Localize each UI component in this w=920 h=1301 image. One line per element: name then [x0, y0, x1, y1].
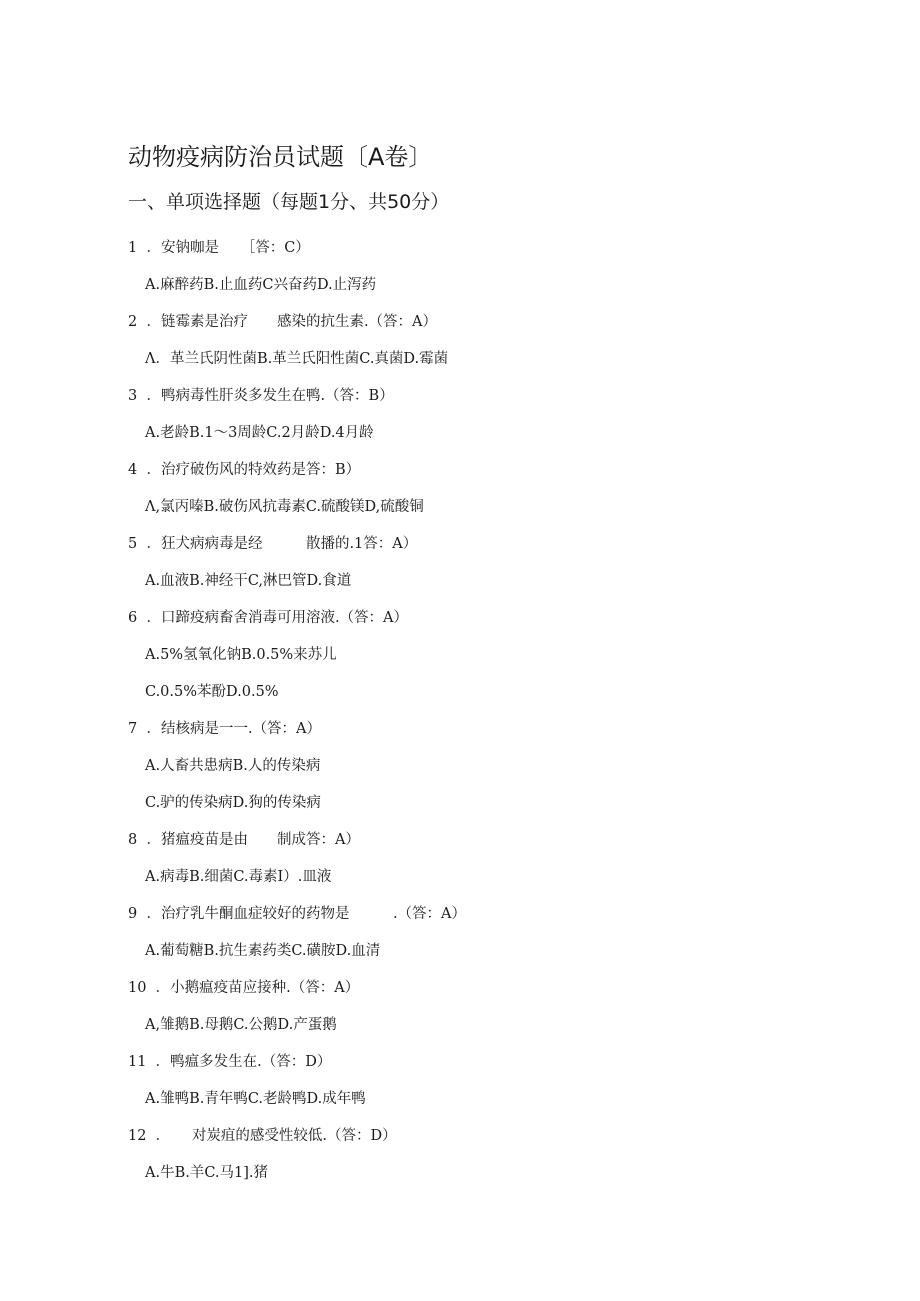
question-2-options: Λ．革兰氏阴性菌B.革兰氏阳性菌C.真菌D.霉菌 [145, 351, 449, 367]
question-text: ．结核病是一一.（答：A） [146, 721, 322, 737]
question-number: 9 [128, 906, 138, 922]
question-number: 11 [128, 1054, 147, 1070]
question-7-options: A.人畜共患病B.人的传染病 [145, 758, 321, 774]
question-1 [128, 230, 828, 267]
question-text: ．猪瘟疫苗是由 制成答：A） [146, 832, 360, 848]
question-number: 3 [128, 388, 138, 404]
question-number: 1 [128, 240, 138, 256]
question-4-options: Λ,氯丙嗪B.破伤风抗毒素C.硫酸镁D,硫酸铜 [145, 499, 424, 515]
question-text: ．狂犬病病毒是经 散播的.1答：A） [146, 536, 418, 552]
question-7-options: C.驴的传染病D.狗的传染病 [145, 795, 321, 811]
question-6-options: A.5%氢氧化钠B.0.5%来苏儿 [145, 647, 337, 663]
spacer [146, 980, 155, 996]
question-list [128, 230, 828, 1192]
question-number: 10 [128, 980, 147, 996]
question-number: 6 [128, 610, 138, 626]
question-text: ．治疗乳牛酮血症较好的药物是 .（答：A） [146, 906, 467, 922]
question-8-options: A.病毒B.细菌C.毒素I）.皿液 [145, 869, 332, 885]
question-text: ．口蹄疫病畜舍消毒可用溶液.（答：A） [146, 610, 409, 626]
question-text: ．鸭瘟多发生在.（答：D） [155, 1054, 332, 1070]
section-heading: 一、单项选择题（每题1分、共50分） [128, 191, 450, 213]
question-number: 7 [128, 721, 138, 737]
question-number: 4 [128, 462, 138, 478]
spacer [146, 1128, 155, 1144]
question-text: ．小鹅瘟疫苗应接种.（答：A） [155, 980, 360, 996]
question-10 [128, 970, 828, 1007]
question-11 [128, 1044, 828, 1081]
question-8 [128, 822, 828, 859]
question-number: 8 [128, 832, 138, 848]
question-11-options: A.雏鸭B.青年鸭C.老龄鸭D.成年鸭 [145, 1091, 366, 1107]
spacer [146, 1054, 155, 1070]
question-text: ．治疗破伤风的特效药是答：B） [146, 462, 361, 478]
question-12 [128, 1118, 828, 1155]
question-text: ．链霉素是治疗 感染的抗生素.（答：A） [146, 314, 438, 330]
question-7 [128, 711, 828, 748]
question-10-options: A,雏鹅B.母鹅C.公鹅D.产蛋鹅 [145, 1017, 337, 1033]
question-text: ． 对炭疽的感受性较低.（答：D） [155, 1128, 397, 1144]
question-number: 12 [128, 1128, 147, 1144]
question-12-options: A.牛B.羊C.马1].猪 [145, 1165, 269, 1181]
question-5-options: A.血液B.神经干C,淋巴管D.食道 [145, 573, 352, 589]
question-text: ．安钠咖是 ［答：C） [146, 240, 310, 256]
question-6 [128, 600, 828, 637]
question-number: 5 [128, 536, 138, 552]
question-3 [128, 378, 828, 415]
question-5 [128, 526, 828, 563]
question-3-options: A.老龄B.1～3周龄C.2月龄D.4月龄 [145, 425, 374, 441]
document-title: 动物疫病防治员试题〔A卷〕 [128, 143, 433, 171]
question-9 [128, 896, 828, 933]
question-4 [128, 452, 828, 489]
question-text: ．鸭病毒性肝炎多发生在鸭.（答：B） [146, 388, 394, 404]
question-2 [128, 304, 828, 341]
question-9-options: A.葡萄糖B.抗生素药类C.磺胺D.血清 [145, 943, 381, 959]
question-number: 2 [128, 314, 138, 330]
question-6-options: C.0.5%苯酚D.0.5% [145, 684, 279, 700]
question-1-options: A.麻醉药B.止血药C兴奋药D.止泻药 [145, 277, 377, 293]
